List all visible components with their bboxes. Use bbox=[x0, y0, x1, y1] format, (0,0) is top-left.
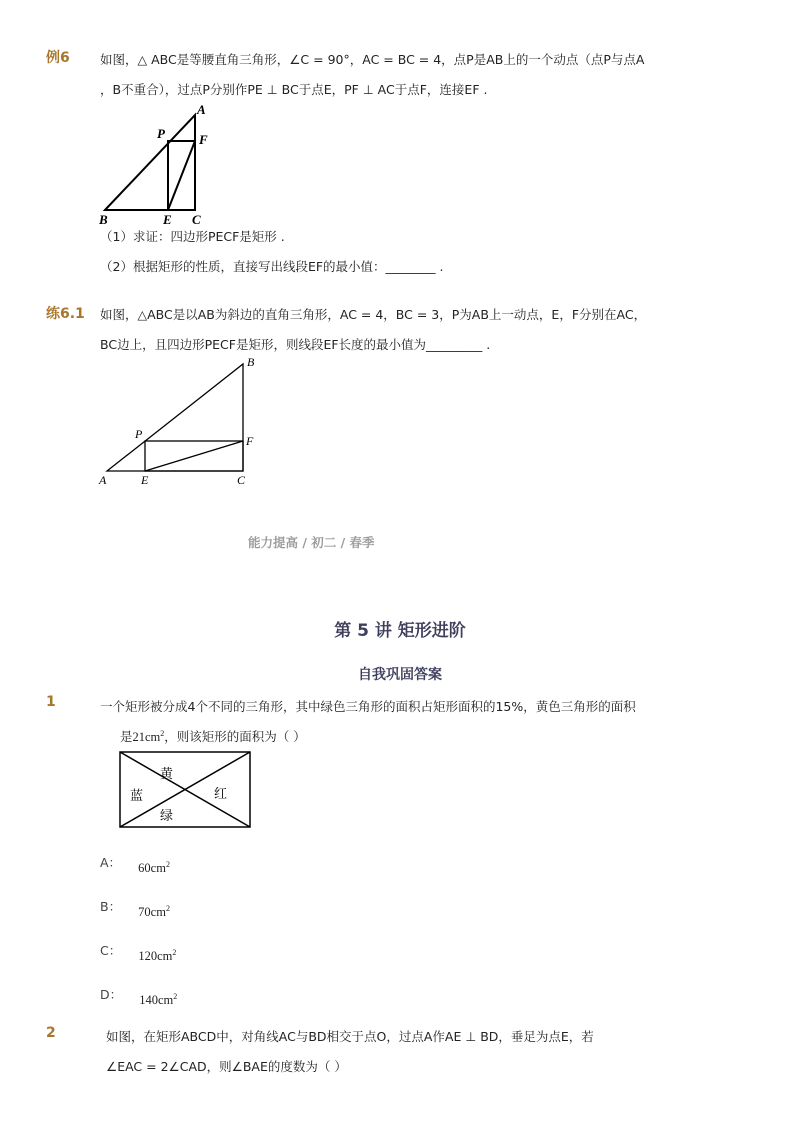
example-tag: 例6 bbox=[46, 50, 70, 66]
example-text-line1: 如图，△ ABC是等腰直角三角形，∠C = 90°，AC = BC = 4，点P是AB上的一个动点（点P与点A bbox=[100, 52, 645, 67]
page-title: 第 5 讲 矩形进阶 bbox=[334, 621, 466, 641]
fig-label-F: F bbox=[246, 434, 254, 448]
example-question-2: （2）根据矩形的性质，直接写出线段EF的最小值：________ . bbox=[100, 259, 444, 274]
fig-label-C: C bbox=[192, 212, 201, 225]
practice-text-line2: BC边上，且四边形PECF是矩形，则线段EF长度的最小值为_________ . bbox=[100, 337, 491, 352]
fig-label-yellow: 黄 bbox=[160, 766, 174, 781]
fig-label-green: 绿 bbox=[160, 808, 174, 823]
practice-text-line1: 如图，△ABC是以AB为斜边的直角三角形，AC = 4，BC = 3，P为AB上一动点，E，F分别在AC， bbox=[100, 307, 647, 322]
fig-label-E: E bbox=[141, 473, 149, 487]
fig-label-E: E bbox=[163, 212, 172, 225]
fig-label-P: P bbox=[135, 427, 143, 441]
rectangle-figure bbox=[118, 750, 254, 830]
practice-tag: 练6.1 bbox=[46, 306, 85, 322]
fig-label-C: C bbox=[237, 473, 246, 487]
question-text-line2: 是$21cm^2$，则该矩形的面积为（ ） bbox=[120, 728, 306, 744]
question-text-line2: ∠EAC = 2∠CAD，则∠BAE的度数为（ ） bbox=[106, 1059, 347, 1074]
option-c[interactable]: C： $_{120cm^2}$ bbox=[100, 943, 177, 963]
example-question-1: （1）求证：四边形PECF是矩形 . bbox=[100, 229, 285, 244]
option-b[interactable]: B： $_{70cm^2}$ bbox=[100, 899, 170, 919]
fig-label-B: B bbox=[99, 212, 108, 225]
fig-label-B: B bbox=[247, 355, 255, 369]
question-text-line1: 如图，在矩形ABCD中，对角线AC与BD相交于点O，过点A作AE ⊥ BD，垂足为点E，若 bbox=[106, 1029, 594, 1044]
question-text-line1: 一个矩形被分成4个不同的三角形，其中绿色三角形的面积占矩形面积的15%，黄色三角形的面积 bbox=[100, 699, 636, 714]
question-number: 1 bbox=[46, 694, 56, 710]
section-subtitle: 自我巩固答案 bbox=[358, 667, 442, 683]
practice-figure bbox=[95, 352, 265, 492]
fig-label-blue: 蓝 bbox=[130, 788, 144, 803]
option-a[interactable]: A： $_{60cm^2}$ bbox=[100, 855, 170, 875]
fig-label-A: A bbox=[197, 102, 206, 117]
fig-label-A: A bbox=[99, 473, 107, 487]
fig-label-P: P bbox=[157, 126, 165, 141]
breadcrumb: 能力提高 / 初二 / 春季 bbox=[248, 535, 375, 550]
example-figure bbox=[95, 100, 225, 225]
fig-label-red: 红 bbox=[214, 786, 228, 801]
example-text-line2: ，B不重合），过点P分别作PE ⊥ BC于点E，PF ⊥ AC于点F，连接EF . bbox=[100, 82, 488, 97]
option-d[interactable]: D： $_{140cm^2}$ bbox=[100, 987, 178, 1007]
question-number: 2 bbox=[46, 1025, 56, 1041]
fig-label-F: F bbox=[199, 132, 208, 147]
